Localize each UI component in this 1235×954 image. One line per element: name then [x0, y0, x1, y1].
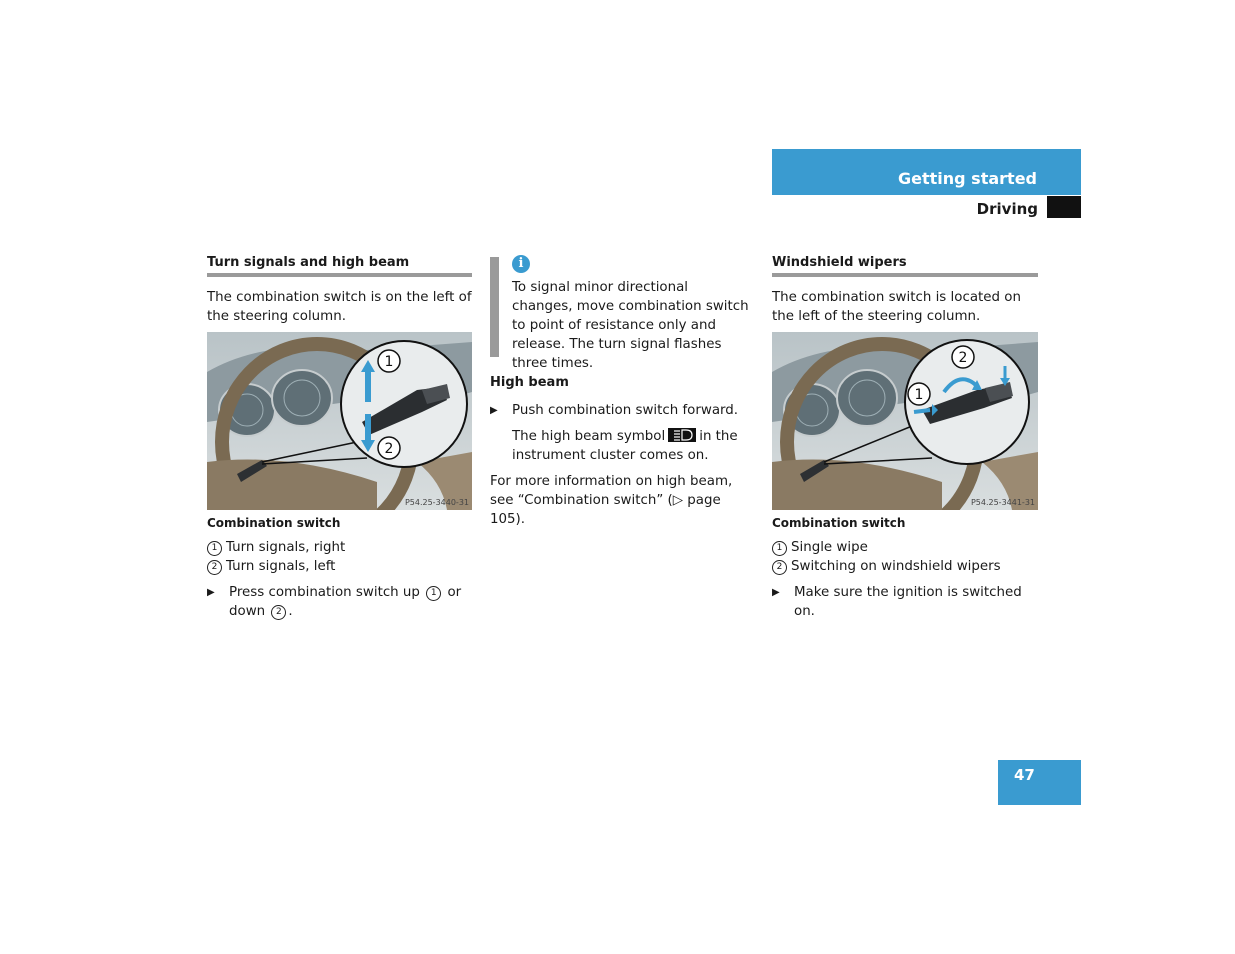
legend-text: Single wipe	[791, 540, 868, 555]
info-text: To signal minor directional changes, move combination switch to point of resistance only and release. The turn signal flashes three times.	[512, 280, 749, 371]
step-text: Push combination switch forward.	[512, 403, 739, 418]
legend-item	[207, 557, 475, 576]
step-text-part: .	[288, 604, 293, 619]
heading-rule	[207, 273, 472, 277]
step-text-part: Press combination switch up	[229, 585, 420, 600]
heading-rule	[772, 273, 1038, 277]
step-text	[229, 583, 461, 621]
callout-2: 2	[384, 441, 394, 457]
page-number: 47	[1014, 766, 1035, 784]
section-label: Driving	[976, 200, 1038, 218]
legend-number: 1	[772, 541, 787, 556]
combination-switch-figure-wipers	[772, 332, 1038, 510]
legend-text: Switching on windshield wipers	[791, 559, 1001, 574]
wipers-intro: The combination switch is located on the left of the steering column.	[772, 290, 1021, 324]
chapter-title: Getting started	[898, 169, 1037, 188]
legend-number: 2	[772, 560, 787, 575]
info-bar	[490, 257, 499, 357]
instruction-step	[207, 583, 475, 623]
info-icon: i	[512, 255, 530, 273]
legend-list	[207, 538, 475, 576]
dashboard-illustration	[207, 332, 472, 510]
high-beam-note	[512, 427, 755, 465]
high-beam-icon	[668, 428, 696, 442]
legend-list	[772, 538, 1040, 576]
bullet-icon: ▶	[490, 405, 498, 416]
bullet-icon: ▶	[207, 587, 215, 598]
instruction-step	[772, 583, 1040, 619]
legend-text: Turn signals, left	[226, 559, 336, 574]
legend-text: Turn signals, right	[226, 540, 346, 555]
inline-number: 2	[271, 605, 286, 620]
note-text: in the	[699, 429, 738, 444]
step-text-part: or	[447, 585, 462, 600]
bullet-icon: ▶	[772, 587, 780, 598]
dashboard-illustration	[772, 332, 1038, 510]
windshield-wipers-heading: Windshield wipers	[772, 255, 907, 270]
figure-caption: Combination switch	[772, 516, 906, 530]
combination-switch-figure-turn	[207, 332, 472, 510]
legend-number: 2	[207, 560, 222, 575]
figure-caption: Combination switch	[207, 516, 341, 530]
inline-number: 1	[426, 586, 441, 601]
figure-code: P54.25-3440-31	[404, 498, 469, 507]
legend-item	[207, 538, 475, 557]
callout-1: 1	[914, 387, 924, 403]
page-number-box	[998, 760, 1081, 805]
note-text: The high beam symbol	[512, 429, 666, 444]
turn-signals-heading: Turn signals and high beam	[207, 255, 410, 270]
more-info-text: For more information on high beam, see “Combination switch” (▷ page 105).	[490, 474, 733, 527]
legend-item	[772, 557, 1040, 576]
legend-number: 1	[207, 541, 222, 556]
legend-item	[772, 538, 1040, 557]
note-text: instrument cluster comes on.	[512, 448, 709, 463]
high-beam-heading: High beam	[490, 375, 569, 390]
callout-1: 1	[384, 354, 394, 370]
callout-2: 2	[958, 350, 968, 366]
chapter-tab	[772, 149, 1081, 195]
figure-code: P54.25-3441-31	[970, 498, 1035, 507]
step-text-part: down	[229, 604, 266, 619]
turn-signals-intro: The combination switch is on the left of the steering column.	[207, 290, 472, 324]
step-text: Make sure the ignition is switched on.	[794, 585, 1022, 619]
instruction-step	[490, 401, 755, 421]
section-marker	[1047, 196, 1081, 218]
